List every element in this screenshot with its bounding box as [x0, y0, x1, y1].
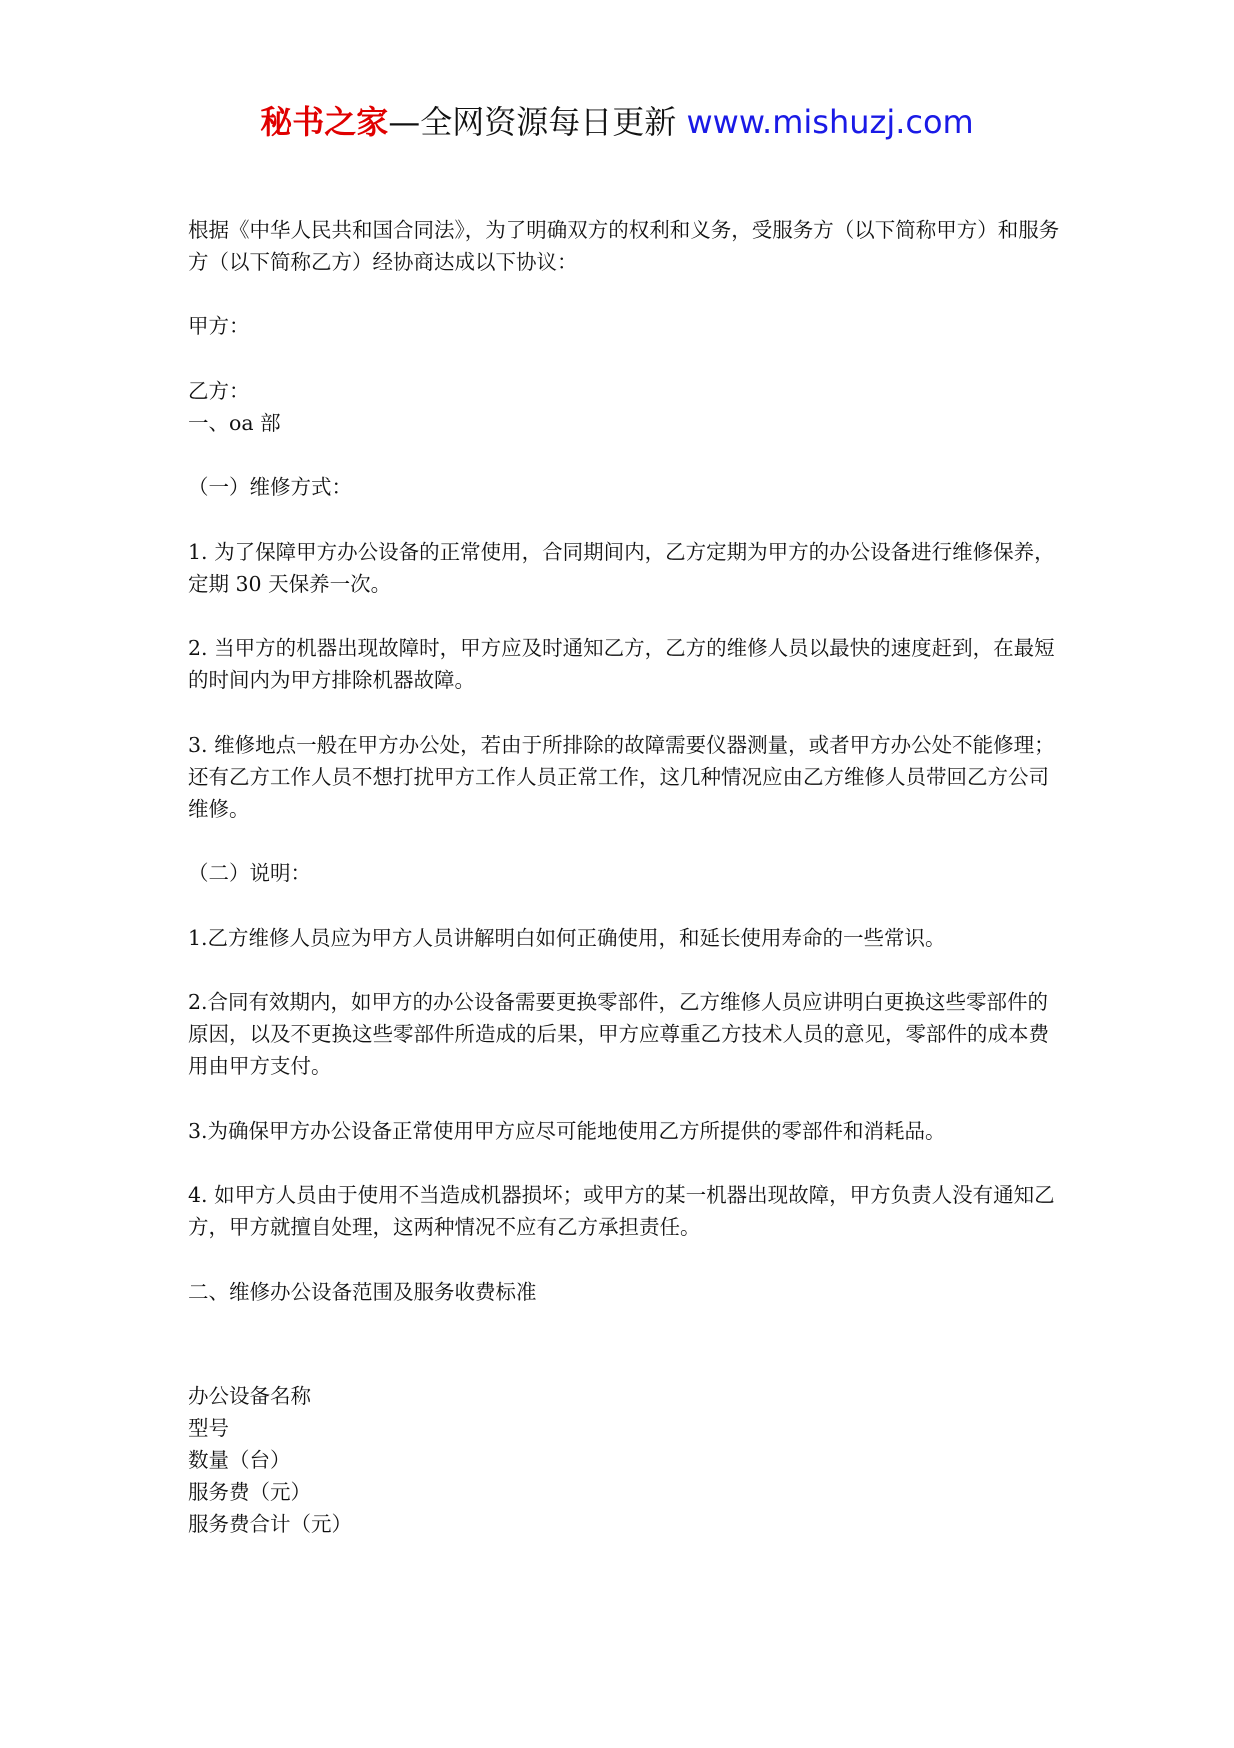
intro-paragraph: 根据《中华人民共和国合同法》，为了明确双方的权利和义务，受服务方（以下简称甲方）和服务方（以下简称乙方）经协商达成以下协议： [188, 218, 1060, 274]
note-item-3: 3.为确保甲方办公设备正常使用甲方应尽可能地使用乙方所提供的零部件和消耗品。 [188, 1119, 946, 1143]
subsection-1-title: （一）维修方式： [188, 475, 352, 499]
table-header-cell: 办公设备名称 [188, 1384, 311, 1408]
maintenance-item-2: 2. 当甲方的机器出现故障时，甲方应及时通知乙方，乙方的维修人员以最快的速度赶到，在最短的时间内为甲方排除机器故障。 [188, 636, 1055, 692]
site-brand: 秘书之家 [260, 103, 389, 141]
fee-table-headers [188, 1380, 1068, 1540]
party-a-line: 甲方： [188, 314, 250, 338]
table-header-cell: 服务费（元） [188, 1480, 311, 1504]
table-header-cell: 型号 [188, 1416, 229, 1440]
note-item-4: 4. 如甲方人员由于使用不当造成机器损坏；或甲方的某一机器出现故障，甲方负责人没有通知乙方，甲方就擅自处理，这两种情况不应有乙方承担责任。 [188, 1183, 1055, 1239]
section-1-title: 一、oa 部 [188, 411, 281, 435]
site-url-link[interactable]: www.mishuzj.com [686, 103, 974, 141]
section-2-title: 二、维修办公设备范围及服务收费标准 [188, 1280, 537, 1304]
table-header-cell: 服务费合计（元） [188, 1512, 352, 1536]
note-item-1: 1.乙方维修人员应为甲方人员讲解明白如何正确使用，和延长使用寿命的一些常识。 [188, 926, 946, 950]
party-b-line: 乙方： [188, 379, 250, 403]
note-item-2: 2.合同有效期内，如甲方的办公设备需要更换零部件，乙方维修人员应讲明白更换这些零部件的原因，以及不更换这些零部件所造成的后果，甲方应尊重乙方技术人员的意见，零部件的成本费用由甲方支付。 [188, 990, 1049, 1078]
maintenance-item-1: 1. 为了保障甲方办公设备的正常使用，合同期间内，乙方定期为甲方的办公设备进行维修保养， 定期 30 天保养一次。 [188, 540, 1055, 596]
table-header-cell: 数量（台） [188, 1448, 291, 1472]
site-header [0, 100, 1234, 144]
subsection-2-title: （二）说明： [188, 861, 311, 885]
maintenance-item-3: 3. 维修地点一般在甲方办公处，若由于所排除的故障需要仪器测量，或者甲方办公处不能修理；还有乙方工作人员不想打扰甲方工作人员正常工作，这几种情况应由乙方维修人员带回乙方公司维修。 [188, 733, 1055, 821]
site-tagline: —全网资源每日更新 [388, 103, 687, 141]
